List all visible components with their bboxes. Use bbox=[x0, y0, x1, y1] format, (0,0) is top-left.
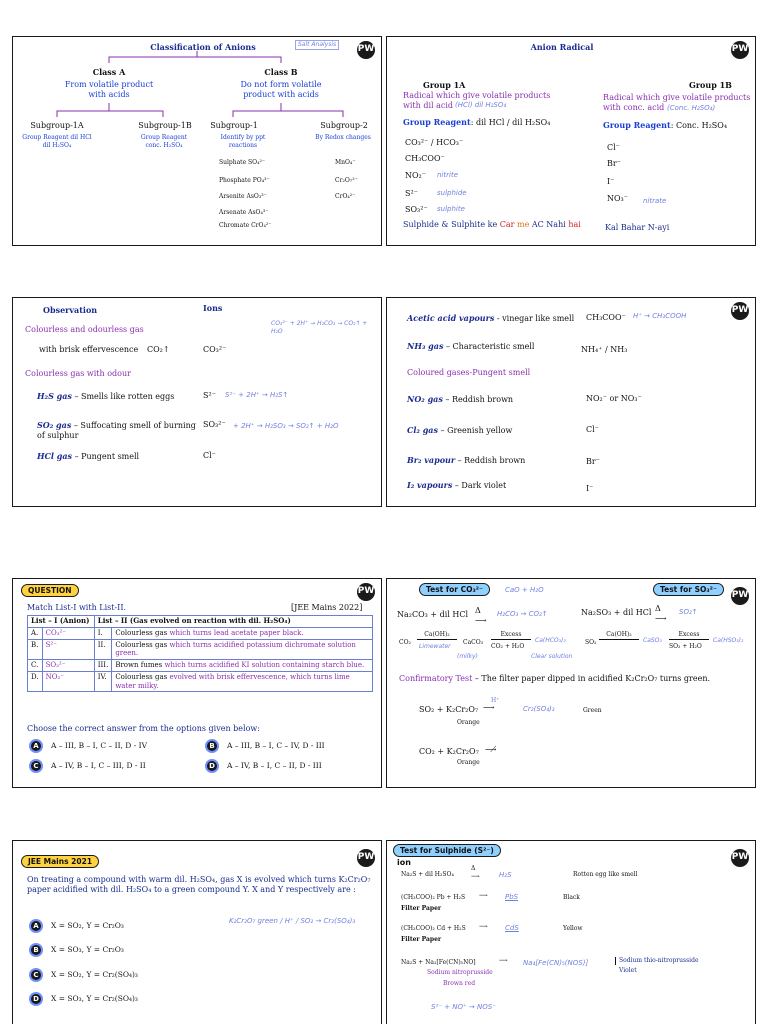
slide-test-co3-so3 bbox=[386, 578, 756, 788]
subgroup-1b-label: Subgroup-1B bbox=[138, 121, 192, 130]
option-a[interactable]: A X = SO₂, Y = Cr₂O₃ bbox=[29, 919, 124, 933]
group-1a-item: CH₃COO⁻ bbox=[405, 154, 445, 163]
eq-so3-acid: Na₂SO₃ + dil HCl bbox=[581, 608, 652, 617]
table-row: C. SO₃²⁻ III. Brown fumes which turns acidified KI solution containing starch blue. bbox=[28, 660, 373, 672]
group-1a-label: Group 1A bbox=[423, 80, 466, 90]
filter-paper-label: Filter Paper bbox=[401, 905, 442, 912]
option-c[interactable]: C A – IV, B – I, C – III, D - II bbox=[29, 759, 146, 773]
question-tag: QUESTION bbox=[21, 584, 79, 597]
handwritten-equation: CO₃²⁻ + 2H⁺ → H₂CO₃ → CO₂↑ + H₂O bbox=[271, 320, 368, 335]
ion-i: I⁻ bbox=[586, 484, 594, 493]
so2-label: SO₂ bbox=[585, 639, 597, 646]
class-a-desc: From volatile product with acids bbox=[64, 80, 154, 99]
row-i2: I₂ vapours – Dark violet bbox=[407, 480, 507, 490]
group-1a-reagent: Group Reagent: dil HCl / dil H₂SO₄ bbox=[403, 117, 551, 127]
eq-co2-dichromate: CO₂ + K₂Cr₂O₇ bbox=[419, 747, 479, 756]
option-letter: A bbox=[29, 739, 43, 753]
slide-anion-radical bbox=[386, 36, 756, 246]
group-1a-desc: Radical which give volatile products with dil acid bbox=[403, 91, 551, 110]
logo-icon: PW bbox=[731, 302, 749, 320]
ion-no2: NO₂⁻ or NO₃⁻ bbox=[586, 394, 642, 403]
cahco3-note: Ca(HCO₃)₂ bbox=[535, 637, 566, 644]
option-letter: B bbox=[205, 739, 219, 753]
handwritten-note: CaO + H₂O bbox=[505, 586, 544, 594]
subgroup-1-label: Subgroup-1 bbox=[210, 121, 258, 130]
test-so3-tag: Test for SO₃²⁻ bbox=[653, 583, 724, 596]
option-a[interactable]: A A – III, B – I, C – II, D - IV bbox=[29, 739, 147, 753]
logo-icon: PW bbox=[357, 849, 375, 867]
group-1b-item: I⁻ bbox=[607, 177, 615, 186]
question-text: On treating a compound with warm dil. H₂SO₄, gas X is evolved which turns K₂Cr₂O₇ paper acidified with dil. H₂SO₄ to a green compound Y. X and Y respectively are : bbox=[27, 875, 371, 894]
group-1a-handnote: nitrite bbox=[437, 171, 458, 179]
sub2-item: CrO₄²⁻ bbox=[335, 193, 356, 200]
h-plus-label: H⁺ bbox=[491, 697, 500, 704]
group-1a-handnote: sulphite bbox=[437, 205, 465, 213]
option-d[interactable]: D X = SO₃, Y = Cr₂(SO₄)₃ bbox=[29, 992, 138, 1006]
group-1b-mnemonic: Kal Bahar N-ayi bbox=[605, 223, 670, 232]
orange-label: Orange bbox=[457, 759, 480, 766]
group-1b-reagent: Group Reagent: Conc. H₂SO₄ bbox=[603, 120, 728, 130]
handwritten-product: SO₂↑ bbox=[679, 608, 698, 616]
handwritten-product: CdS bbox=[505, 924, 519, 932]
table-row: B. S²⁻ II. Colourless gas which turns acidified potassium dichromate solution green. bbox=[28, 639, 373, 660]
handwritten-equation: + 2H⁺ → H₂SO₃ → SO₂↑ + H₂O bbox=[233, 422, 339, 430]
ion-so3: SO₃²⁻ bbox=[203, 420, 226, 429]
row-nh3: NH₃ gas – Characteristic smell bbox=[407, 341, 535, 351]
test-co3-tag: Test for CO₃²⁻ bbox=[419, 583, 490, 596]
eq-co3-acid: Na₂CO₃ + dil HCl bbox=[397, 610, 469, 619]
slide-test-sulphide bbox=[386, 840, 756, 1024]
orange-label: Orange bbox=[457, 719, 480, 726]
observation-header: Observation bbox=[43, 305, 98, 315]
exam-tag: JEE Mains 2021 bbox=[21, 855, 99, 868]
arrow-heat: Δ ⟶ bbox=[471, 865, 480, 880]
handwritten-product: H₂CO₃ → CO₂↑ bbox=[497, 610, 548, 618]
sub1-item: Arsenate AsO₄³⁻ bbox=[219, 209, 269, 216]
subgroup-1-desc: Identify by ppt reactions bbox=[220, 134, 266, 149]
option-letter: C bbox=[29, 759, 43, 773]
result-label: Black bbox=[563, 894, 580, 901]
subgroup-1a-label: Subgroup-1A bbox=[30, 121, 84, 130]
arrow-heat: Δ ⟶ bbox=[655, 604, 667, 623]
ion-br: Br⁻ bbox=[586, 457, 600, 466]
group-1b-handnote: nitrate bbox=[643, 197, 667, 205]
sub1-item: Chromate CrO₄²⁻ bbox=[219, 222, 272, 229]
reagent-colour: Brown red bbox=[443, 980, 476, 987]
class-a-label: Class A bbox=[92, 67, 126, 77]
group-1a-mnemonic: Sulphide & Sulphite ke Car me AC Nahi hai bbox=[403, 220, 581, 229]
class-b-label: Class B bbox=[264, 67, 298, 77]
caso3-note: CaSO₃ bbox=[643, 637, 662, 644]
green-label: Green bbox=[583, 707, 602, 714]
handwritten-equation: H⁺ → CH₃COOH bbox=[633, 312, 687, 320]
logo-icon: PW bbox=[357, 583, 375, 601]
slide-gases-smell bbox=[386, 297, 756, 507]
excess-label: Excess bbox=[491, 631, 531, 640]
eq-sulphide-acid: Na₂S + dil H₂SO₄ bbox=[401, 871, 454, 878]
handwritten-equation: S²⁻ + 2H⁺ → H₂S↑ bbox=[225, 391, 289, 399]
slide-observation-ions bbox=[12, 297, 382, 507]
slide-title: Anion Radical bbox=[530, 42, 594, 52]
subgroup-2-desc: By Redox changes bbox=[315, 134, 371, 141]
match-table bbox=[27, 615, 373, 692]
confirmatory-test: Confirmatory Test – The filter paper dipped in acidified K₂Cr₂O₇ turns green. bbox=[399, 674, 711, 683]
arrow-heat: Δ ⟶ bbox=[475, 606, 487, 625]
option-c[interactable]: C X = SO₂, Y = Cr₂(SO₄)₃ bbox=[29, 968, 138, 982]
ion-s2: S²⁻ bbox=[203, 391, 216, 400]
group-1a-handnote: sulphide bbox=[437, 189, 467, 197]
obs-colourless: Colourless and odourless gas bbox=[25, 325, 144, 334]
filter-paper-label: Filter Paper bbox=[401, 936, 442, 943]
subgroup-1b-desc: Group Reagent conc. H₂SO₄ bbox=[140, 134, 188, 149]
group-1b-item: Br⁻ bbox=[607, 159, 621, 168]
table-header: List – I (Anion) bbox=[28, 616, 95, 628]
slide-title: Classification of Anions bbox=[150, 42, 256, 52]
slide-classification-of-anions bbox=[12, 36, 382, 246]
ion-label: ion bbox=[397, 858, 411, 867]
row-no2: NO₂ gas – Reddish brown bbox=[407, 394, 514, 404]
handwritten-work: K₂Cr₂O₇ green / H⁺ / SO₂ → Cr₂(SO₄)₃ bbox=[229, 917, 356, 925]
logo-icon: PW bbox=[731, 41, 749, 59]
product-name: Sodium thio-nitroprusside bbox=[615, 957, 699, 965]
logo-icon: PW bbox=[357, 41, 375, 59]
co2-h2o-label: CO₂ + H₂O bbox=[491, 643, 525, 650]
reagent-name: Sodium nitroprusside bbox=[427, 969, 493, 976]
eq-nitroprusside: Na₂S + Na₂[Fe(CN)₅NO] bbox=[401, 959, 476, 966]
group-1a-item: NO₂⁻ bbox=[405, 171, 426, 180]
ion-cl: Cl⁻ bbox=[203, 451, 216, 460]
table-row: D. NO₂⁻ IV. Colourless gas evolved with brisk effervescence, which turns lime water milky. bbox=[28, 671, 373, 692]
arrow: ⟶ bbox=[483, 703, 495, 712]
co2-label: CO₂ bbox=[399, 639, 411, 646]
handwritten-product: Na₄[Fe(CN)₅(NOS)] bbox=[523, 959, 589, 967]
logo-icon: PW bbox=[731, 587, 749, 605]
handwritten-product: PbS bbox=[505, 893, 519, 901]
eq-cadmium-acetate: (CH₃COO)₂ Cd + H₂S bbox=[401, 925, 466, 932]
group-1b-label: Group 1B bbox=[689, 80, 732, 90]
group-1a-item: CO₃²⁻ / HCO₃⁻ bbox=[405, 138, 464, 147]
result-label: Rotten egg like smell bbox=[573, 871, 638, 878]
arrow: ⟶ bbox=[479, 892, 488, 899]
obs-so2: SO₂ gas – Suffocating smell of burning of sulphur bbox=[37, 420, 196, 440]
group-1b-item: NO₃⁻ bbox=[607, 194, 628, 203]
row-acetic: Acetic acid vapours - vinegar like smell bbox=[407, 313, 575, 323]
group-1b-desc: Radical which give volatile products with conc. acid bbox=[603, 93, 751, 112]
ion-co3: CO₃²⁻ bbox=[203, 345, 227, 354]
sub1-item: Arsenite AsO₃³⁻ bbox=[219, 193, 267, 200]
arrow: ⟶ bbox=[499, 957, 508, 964]
group-1b-item: Cl⁻ bbox=[607, 143, 620, 152]
handwritten-note: Salt Analysis bbox=[295, 40, 339, 50]
caco3-label: CaCO₃ bbox=[463, 639, 484, 646]
caoh-label: Ca(OH)₂ bbox=[599, 631, 639, 640]
eq-lead-acetate: (CH₃COO)₂ Pb + H₂S bbox=[401, 894, 466, 901]
obs-co2: CO₂↑ bbox=[147, 345, 170, 354]
obs-h2s: H₂S gas – Smells like rotten eggs bbox=[37, 391, 175, 401]
obs-brisk: with brisk effervescence bbox=[39, 345, 139, 354]
coloured-gases-heading: Coloured gases-Pungent smell bbox=[407, 368, 531, 377]
option-b[interactable]: B A – III, B – I, C – IV, D - III bbox=[205, 739, 325, 753]
so2-h2o-label: SO₂ + H₂O bbox=[669, 643, 702, 650]
option-letter: C bbox=[29, 968, 43, 982]
sub1-item: Sulphate SO₄²⁻ bbox=[219, 159, 266, 166]
table-row: A. CO₃²⁻ I. Colourless gas which turns lead acetate paper black. bbox=[28, 627, 373, 639]
group-1a-item: S²⁻ bbox=[405, 189, 418, 198]
row-cl2: Cl₂ gas – Greenish yellow bbox=[407, 425, 513, 435]
option-b[interactable]: B X = SO₃, Y = Cr₂O₃ bbox=[29, 943, 124, 957]
product-colour: Violet bbox=[619, 967, 637, 974]
handwritten-equation: S²⁻ + NO⁺ → NOS⁻ bbox=[431, 1003, 496, 1011]
option-letter: D bbox=[29, 992, 43, 1006]
clear-note: Clear solution bbox=[531, 653, 573, 660]
option-letter: D bbox=[205, 759, 219, 773]
group-1b-handnote: (Conc. H₂SO₄) bbox=[667, 104, 716, 112]
option-d[interactable]: D A – IV, B – I, C – II, D - III bbox=[205, 759, 322, 773]
slide-jee-mains-2021 bbox=[12, 840, 382, 1024]
excess-label: Excess bbox=[669, 631, 709, 640]
limewater-note: Limewater bbox=[419, 643, 451, 650]
ion-cl: Cl⁻ bbox=[586, 425, 599, 434]
caoh-label: Ca(OH)₂ bbox=[417, 631, 457, 640]
sub2-item: MnO₄⁻ bbox=[335, 159, 356, 166]
result-label: Yellow bbox=[563, 925, 583, 932]
obs-hcl: HCl gas – Pungent smell bbox=[37, 451, 140, 461]
question-text: Match List-I with List-II. bbox=[27, 603, 127, 612]
row-br2: Br₂ vapour – Reddish brown bbox=[407, 455, 526, 465]
sub2-item: Cr₂O₇²⁻ bbox=[335, 177, 358, 184]
sub1-item: Phosphate PO₄³⁻ bbox=[219, 177, 270, 184]
table-header: List – II (Gas evolved on reaction with dil. H₂SO₄) bbox=[94, 616, 372, 628]
exam-label: [JEE Mains 2022] bbox=[291, 603, 363, 612]
ion-acetate: CH₃COO⁻ bbox=[586, 313, 626, 322]
arrow: ⟶ bbox=[479, 923, 488, 930]
handwritten-product: H₂S bbox=[499, 871, 512, 879]
ion-nh4: NH₄⁺ / NH₃ bbox=[581, 345, 628, 354]
milky-note: (milky) bbox=[457, 653, 478, 660]
slide-question-match bbox=[12, 578, 382, 788]
subgroup-1a-desc: Group Reagent dil HCl dil H₂SO₄ bbox=[22, 134, 92, 149]
choose-text: Choose the correct answer from the options given below: bbox=[27, 724, 260, 733]
handwritten-product: Cr₂(SO₄)₃ bbox=[523, 705, 555, 713]
no-reaction-arrow: ⟶̸ bbox=[485, 745, 497, 754]
subgroup-2-label: Subgroup-2 bbox=[320, 121, 368, 130]
logo-icon: PW bbox=[731, 849, 749, 867]
ions-header: Ions bbox=[203, 303, 223, 313]
cahso3-note: Ca(HSO₃)₂ bbox=[713, 637, 744, 644]
group-1a-handnote: (HCl) dil H₂SO₄ bbox=[455, 101, 507, 109]
test-sulphide-tag: Test for Sulphide (S²⁻) bbox=[393, 844, 501, 857]
group-1a-item: SO₃²⁻ bbox=[405, 205, 428, 214]
obs-odour: Colourless gas with odour bbox=[25, 369, 131, 378]
eq-so2-dichromate: SO₂ + K₂Cr₂O₇ bbox=[419, 705, 479, 714]
class-b-desc: Do not form volatile product with acids bbox=[240, 80, 322, 99]
option-letter: A bbox=[29, 919, 43, 933]
option-letter: B bbox=[29, 943, 43, 957]
